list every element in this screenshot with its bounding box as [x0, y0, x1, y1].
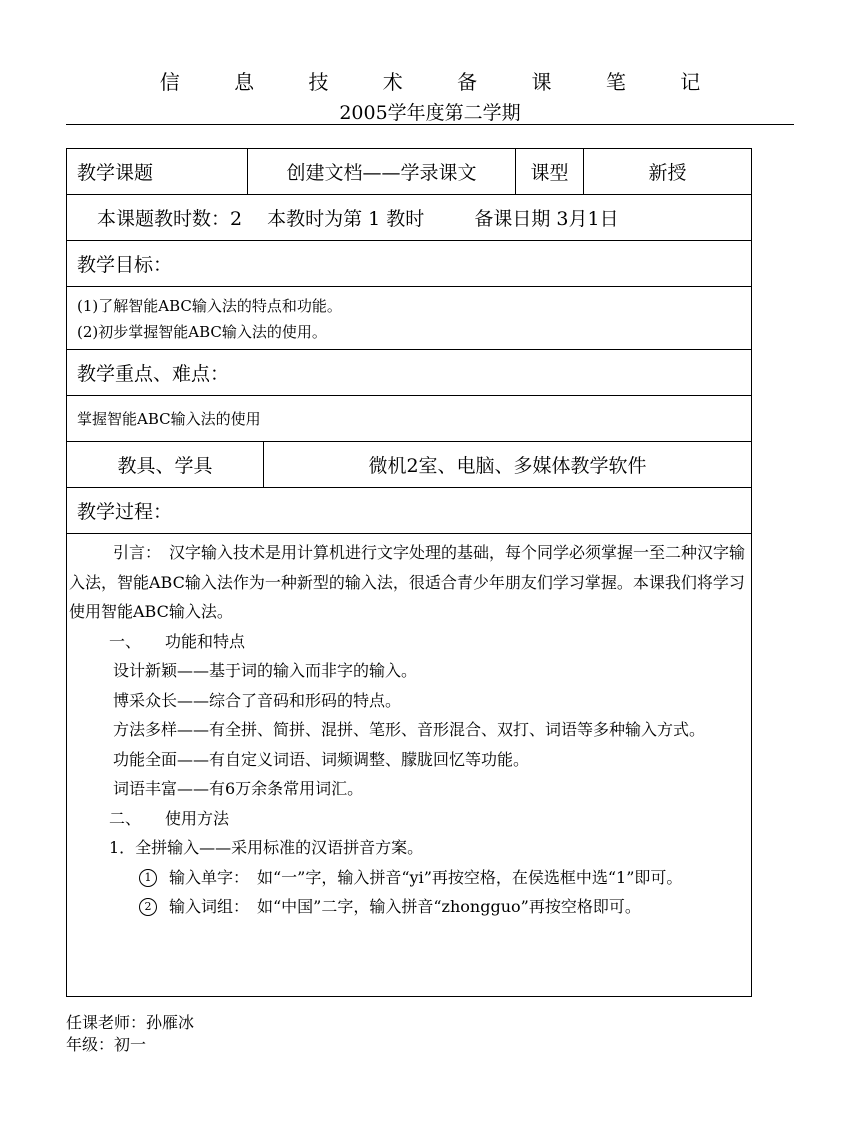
- feature-item: 方法多样——有全拼、简拼、混拼、笔形、音形混合、双打、词语等多种输入方式。: [113, 720, 706, 739]
- feature-item: 博采众长——综合了音码和形码的特点。: [113, 690, 402, 710]
- method-item: 1．全拼输入——采用标准的汉语拼音方案。: [109, 838, 424, 857]
- header-rule: [66, 124, 794, 125]
- method-subitem-text: 输入词组： 如“中国”二字，输入拼音“zhongguo”再按空格即可。: [169, 897, 641, 916]
- method-subitem: [67, 863, 751, 893]
- lesson-plan-table: [66, 148, 752, 997]
- goals-label: 教学目标：: [77, 254, 173, 276]
- circled-number: 2: [139, 898, 157, 916]
- type-value: 新授: [583, 149, 751, 194]
- keypoints-row: [67, 396, 751, 442]
- feature-item: 功能全面——有自定义词语、词频调整、朦胧回忆等功能。: [113, 749, 530, 769]
- teacher-line: 任课老师：孙雁冰: [66, 1013, 195, 1032]
- topic-label: 教学课题: [77, 162, 154, 184]
- keypoints-label: 教学重点、难点：: [77, 363, 230, 385]
- topic-value: 创建文档——学录课文: [247, 149, 515, 194]
- doc-term: 2005学年度第二学期: [339, 102, 521, 124]
- section-heading: 一、 功能和特点: [109, 631, 246, 651]
- goals-row: [67, 287, 751, 350]
- hours-line: 本课题教时数：2 本教时为第 1 教时 备课日期 3月1日: [97, 208, 619, 230]
- method-subitem: [67, 892, 751, 922]
- tools-row: [67, 442, 751, 488]
- process-label: 教学过程：: [77, 501, 173, 523]
- keypoints-value: 掌握智能ABC输入法的使用: [77, 410, 261, 428]
- keypoints-label-row: [67, 350, 751, 396]
- grade-line: 年级：初一: [66, 1035, 147, 1054]
- goal-item: (1)了解智能ABC输入法的特点和功能。: [77, 297, 342, 315]
- tools-label: 教具、学具: [117, 455, 213, 477]
- circled-number: 1: [139, 869, 157, 887]
- goals-label-row: [67, 241, 751, 287]
- feature-item: 词语丰富——有6万余条常用词汇。: [113, 779, 364, 798]
- feature-item: 设计新颖——基于词的输入而非字的输入。: [113, 661, 418, 680]
- section-heading: 二、 使用方法: [109, 808, 230, 828]
- type-label: 课型: [515, 149, 583, 194]
- doc-title: 信 息 技 术 备 课 笔 记: [159, 70, 725, 94]
- goal-item: (2)初步掌握智能ABC输入法的使用。: [77, 323, 327, 341]
- process-label-row: [67, 488, 751, 534]
- intro-paragraph: 引言： 汉字输入技术是用计算机进行文字处理的基础，每个同学必须掌握一至二种汉字输入法，智能ABC输入法作为一种新型的输入法，很适合青少年朋友们学习掌握。本课我们将学习使用智能ABC输入法。: [69, 543, 746, 621]
- topic-row: [67, 149, 751, 195]
- method-subitem-text: 输入单字： 如“一”字，输入拼音“yi”再按空格，在侯选框中选“1”即可。: [169, 867, 683, 887]
- hours-row: [67, 195, 751, 241]
- tools-value: 微机2室、电脑、多媒体教学软件: [263, 442, 751, 487]
- process-body: [67, 535, 751, 922]
